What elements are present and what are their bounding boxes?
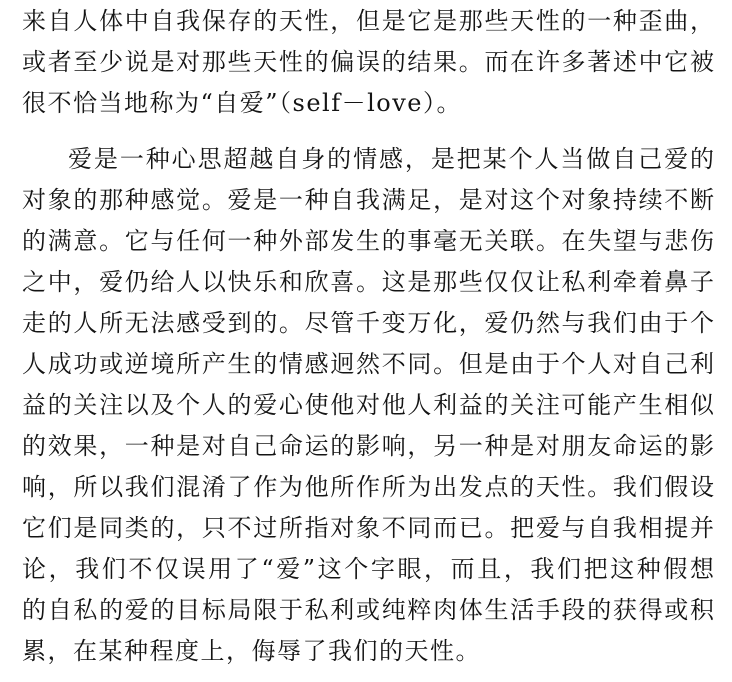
text-line-2: 或者至少说是对那些天性的偏误的结果。而在许多著述中它被 — [22, 48, 714, 76]
text-line-12: 响，所以我们混淆了作为他所作所为出发点的天性。我们假设 — [22, 473, 714, 501]
text-line-4: 爱是一种心思超越自身的情感，是把某个人当做自己爱的 — [68, 145, 714, 173]
text-line-6: 的满意。它与任何一种外部发生的事毫无关联。在失望与悲伤 — [22, 227, 714, 255]
text-line-16: 累，在某种程度上，侮辱了我们的天性。 — [22, 637, 481, 665]
text-line-1: 来自人体中自我保存的天性，但是它是那些天性的一种歪曲， — [22, 7, 714, 35]
text-line-10: 益的关注以及个人的爱心使他对他人利益的关注可能产生相似 — [22, 391, 714, 419]
text-line-7: 之中，爱仍给人以快乐和欣喜。这是那些仅仅让私利牵着鼻子 — [22, 268, 714, 296]
text-line-9: 人成功或逆境所产生的情感迥然不同。但是由于个人对自己利 — [22, 350, 714, 378]
text-line-14: 论，我们不仅误用了“爱”这个字眼，而且，我们把这种假想 — [22, 555, 714, 583]
text-line-5: 对象的那种感觉。爱是一种自我满足，是对这个对象持续不断 — [22, 186, 714, 214]
text-line-11: 的效果，一种是对自己命运的影响，另一种是对朋友命运的影 — [22, 432, 714, 460]
text-line-3: 很不恰当地称为“自爱”（self－love）。 — [22, 89, 463, 117]
text-line-15: 的自私的爱的目标局限于私利或纯粹肉体生活手段的获得或积 — [22, 596, 714, 624]
text-line-13: 它们是同类的，只不过所指对象不同而已。把爱与自我相提并 — [22, 514, 714, 542]
text-line-8: 走的人所无法感受到的。尽管千变万化，爱仍然与我们由于个 — [22, 309, 714, 337]
